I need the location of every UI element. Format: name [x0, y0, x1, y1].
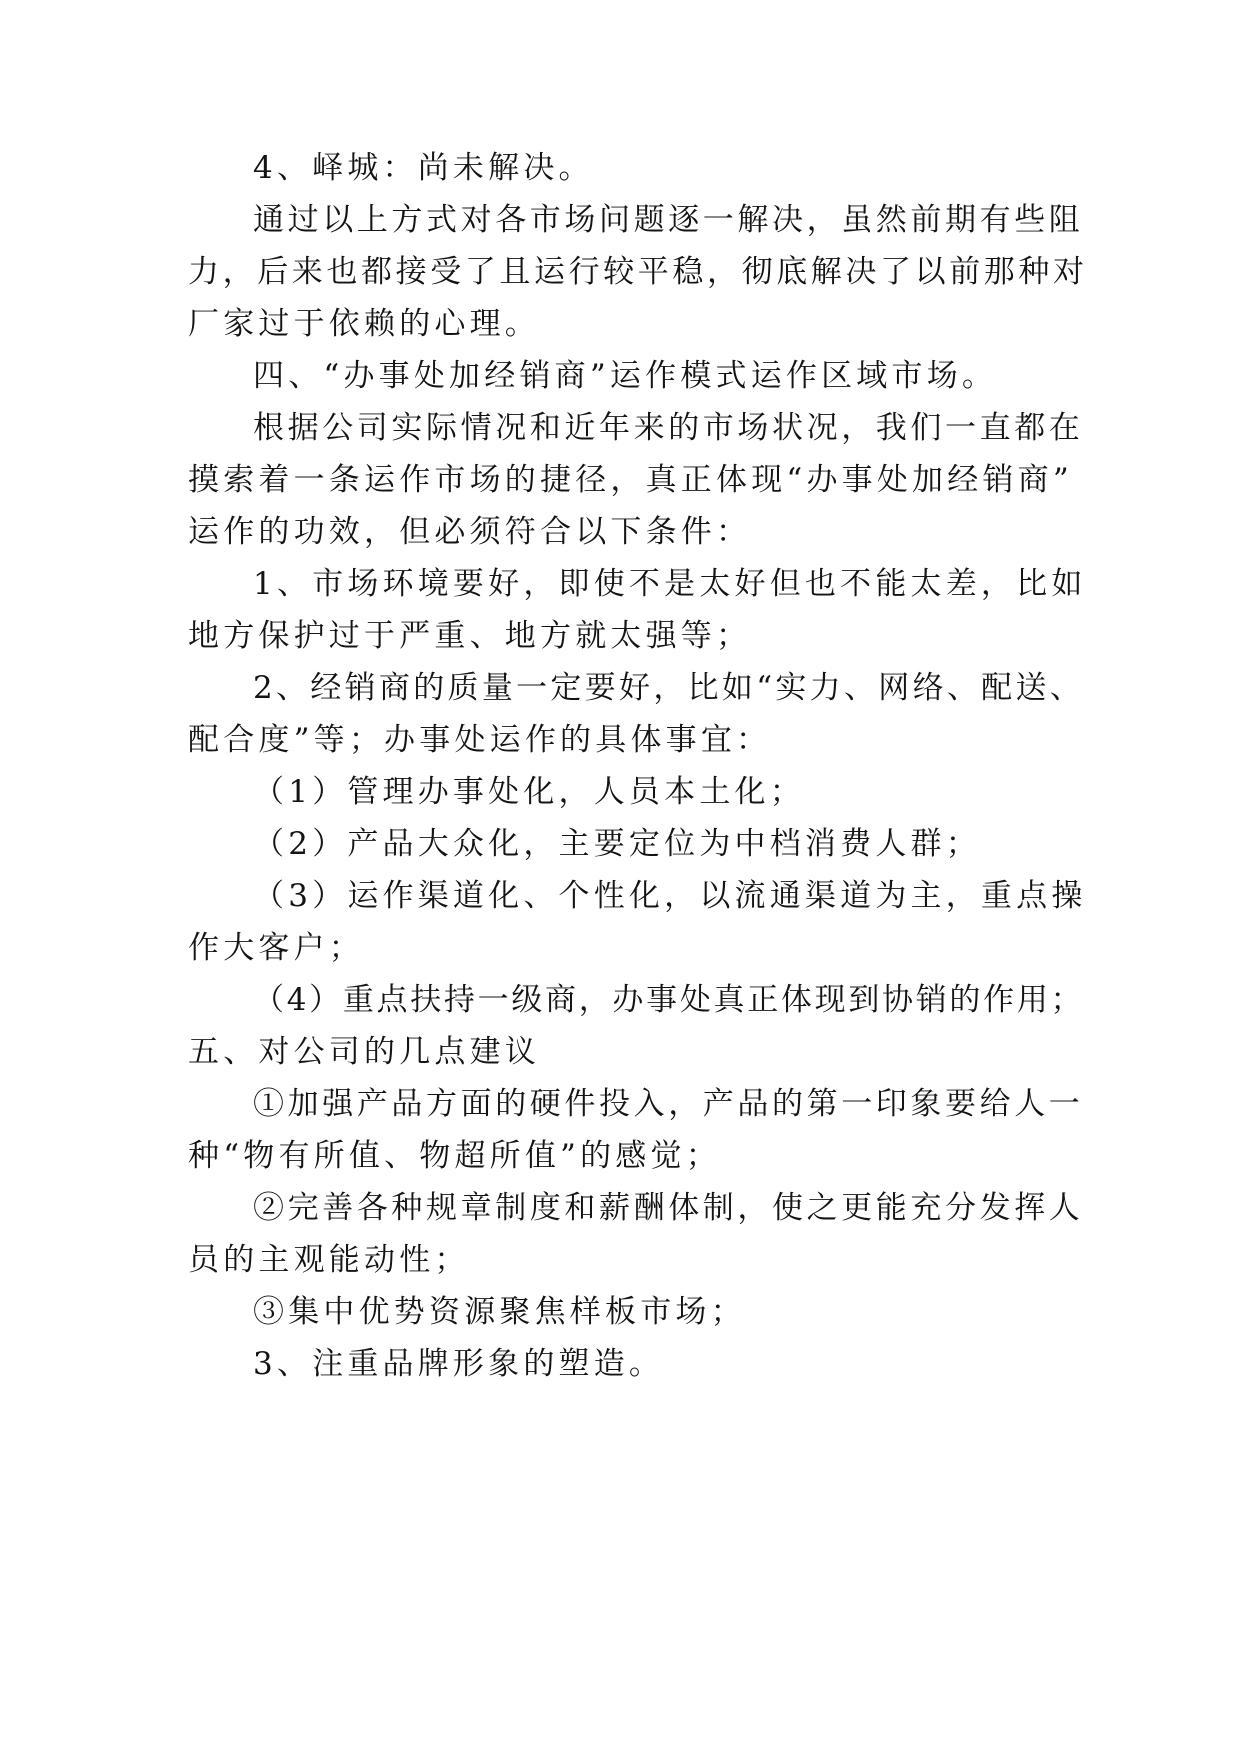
- text-line: 3、注重品牌形象的塑造。: [253, 1346, 665, 1382]
- text-line: 作大客户；: [188, 930, 364, 966]
- text-line: 通过以上方式对各市场问题逐一解决，虽然前期有些阻: [253, 202, 1084, 238]
- text-line: （3）运作渠道化、个性化，以流通渠道为主，重点操: [253, 878, 1087, 914]
- text-line: （1）管理办事处化，人员本土化；: [253, 774, 805, 810]
- text-line: ①加强产品方面的硬件投入，产品的第一印象要给人一: [253, 1086, 1084, 1122]
- text-line: 配合度”等；办事处运作的具体事宜：: [188, 722, 772, 758]
- text-line: 五、对公司的几点建议: [188, 1034, 540, 1070]
- text-line: 力，后来也都接受了且运行较平稳，彻底解决了以前那种对: [188, 254, 1088, 290]
- text-line: 种“物有所值、物超所值”的感觉；: [188, 1138, 721, 1174]
- text-line: 运作的功效，但必须符合以下条件：: [188, 514, 752, 550]
- text-line: （2）产品大众化，主要定位为中档消费人群；: [253, 826, 981, 862]
- text-line: 根据公司实际情况和近年来的市场状况，我们一直都在: [253, 410, 1084, 446]
- text-line: 员的主观能动性；: [188, 1242, 470, 1278]
- text-line: （4）重点扶持一级商，办事处真正体现到协销的作用；: [253, 982, 1085, 1018]
- text-line: 厂家过于依赖的心理。: [188, 306, 540, 342]
- text-line: 摸索着一条运作市场的捷径，真正体现“办事处加经销商”: [188, 462, 1073, 498]
- text-line: 2、经销商的质量一定要好，比如“实力、网络、配送、: [253, 670, 1085, 706]
- text-line: 四、“办事处加经销商”运作模式运作区域市场。: [253, 358, 998, 394]
- text-line: 地方保护过于严重、地方就太强等；: [188, 618, 752, 654]
- text-line: 1、市场环境要好，即使不是太好但也不能太差，比如: [253, 566, 1087, 602]
- text-line: ②完善各种规章制度和薪酬体制，使之更能充分发挥人: [253, 1190, 1084, 1226]
- text-line: ③集中优势资源聚焦样板市场；: [253, 1294, 746, 1330]
- text-line: 4、峄城：尚未解决。: [253, 150, 594, 186]
